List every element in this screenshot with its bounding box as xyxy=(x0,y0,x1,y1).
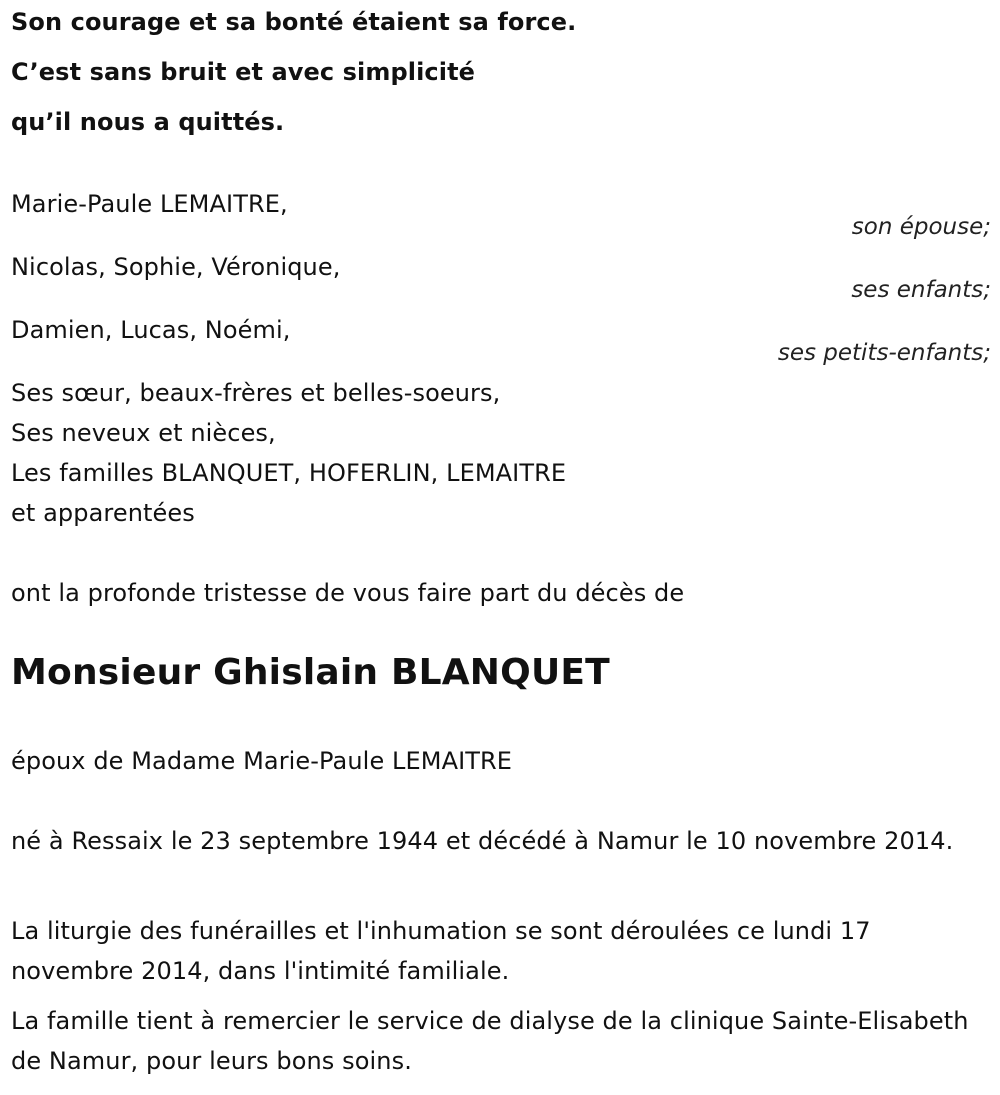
relatives-line-4: et apparentées xyxy=(11,499,195,527)
relatives-line-3: Les familles BLANQUET, HOFERLIN, LEMAITRE xyxy=(11,459,567,487)
funeral-paragraph: La liturgie des funérailles et l'inhumation se sont déroulées ce lundi 17 novembre 2014, dans l'intimité familiale. xyxy=(11,917,871,985)
quote-line-2: C’est sans bruit et avec simplicité xyxy=(11,58,476,86)
family-member-grandchildren: Damien, Lucas, Noémi, xyxy=(11,316,291,344)
quote-line-3: qu’il nous a quittés. xyxy=(11,108,285,136)
family-role-children: ses enfants; xyxy=(851,277,991,303)
family-role-spouse: son épouse; xyxy=(851,214,991,240)
announcement-text: ont la profonde tristesse de vous faire part du décès de xyxy=(11,579,685,607)
relatives-line-1: Ses sœur, beaux-frères et belles-soeurs, xyxy=(11,379,501,407)
family-member-children: Nicolas, Sophie, Véronique, xyxy=(11,253,341,281)
quote-line-1: Son courage et sa bonté étaient sa force. xyxy=(11,8,577,36)
family-member-spouse: Marie-Paule LEMAITRE, xyxy=(11,190,288,218)
deceased-name: Monsieur Ghislain BLANQUET xyxy=(11,652,610,693)
birth-death-paragraph: né à Ressaix le 23 septembre 1944 et décédé à Namur le 10 novembre 2014. xyxy=(11,827,954,855)
family-role-grandchildren: ses petits-enfants; xyxy=(777,340,991,366)
relatives-line-2: Ses neveux et nièces, xyxy=(11,419,276,447)
thanks-paragraph: La famille tient à remercier le service de dialyse de la clinique Sainte-Elisabeth de Namur, pour leurs bons soins. xyxy=(11,1007,969,1075)
spouse-line: époux de Madame Marie-Paule LEMAITRE xyxy=(11,747,513,775)
